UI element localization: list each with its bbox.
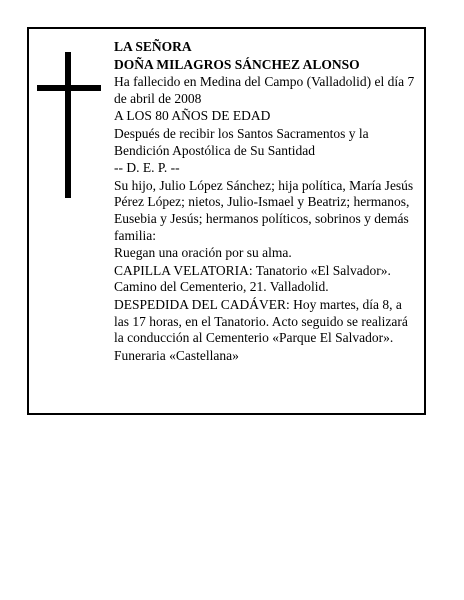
cross-horizontal-bar bbox=[37, 85, 101, 91]
funeral-home-line: Funeraria «Castellana» bbox=[114, 347, 239, 363]
rip-line: -- D. E. P. -- bbox=[114, 160, 180, 176]
age-line: A LOS 80 AÑOS DE EDAD bbox=[114, 108, 271, 124]
sacraments-line: Después de recibir los Santos Sacramentos y la Bendición Apostólica de Su Santidad bbox=[114, 125, 369, 158]
cross-vertical-bar bbox=[65, 52, 71, 198]
heading-line-1: LA SEÑORA bbox=[114, 39, 192, 54]
farewell-line: DESPEDIDA DEL CADÁVER: Hoy martes, día 8, a las 17 horas, en el Tanatorio. Acto seguido se realizará la conducción al Cementerio «Parque El Salvador». bbox=[114, 296, 408, 346]
chapel-line: CAPILLA VELATORIA: Tanatorio «El Salvador». Camino del Cementerio, 21. Valladolid. bbox=[114, 262, 391, 295]
family-line: Su hijo, Julio López Sánchez; hija política, María Jesús Pérez López; nietos, Julio-Ismael y Beatriz; hermanos, Eusebia y Jesús; hermanos políticos, sobrinos y demás familia: bbox=[114, 177, 414, 243]
prayer-line: Ruegan una oración por su alma. bbox=[114, 245, 292, 261]
obituary-text bbox=[114, 39, 420, 365]
death-info: Ha fallecido en Medina del Campo (Valladolid) el día 7 de abril de 2008 bbox=[114, 74, 415, 106]
latin-cross-icon bbox=[37, 52, 101, 198]
deceased-name: DOÑA MILAGROS SÁNCHEZ ALONSO bbox=[114, 56, 360, 72]
